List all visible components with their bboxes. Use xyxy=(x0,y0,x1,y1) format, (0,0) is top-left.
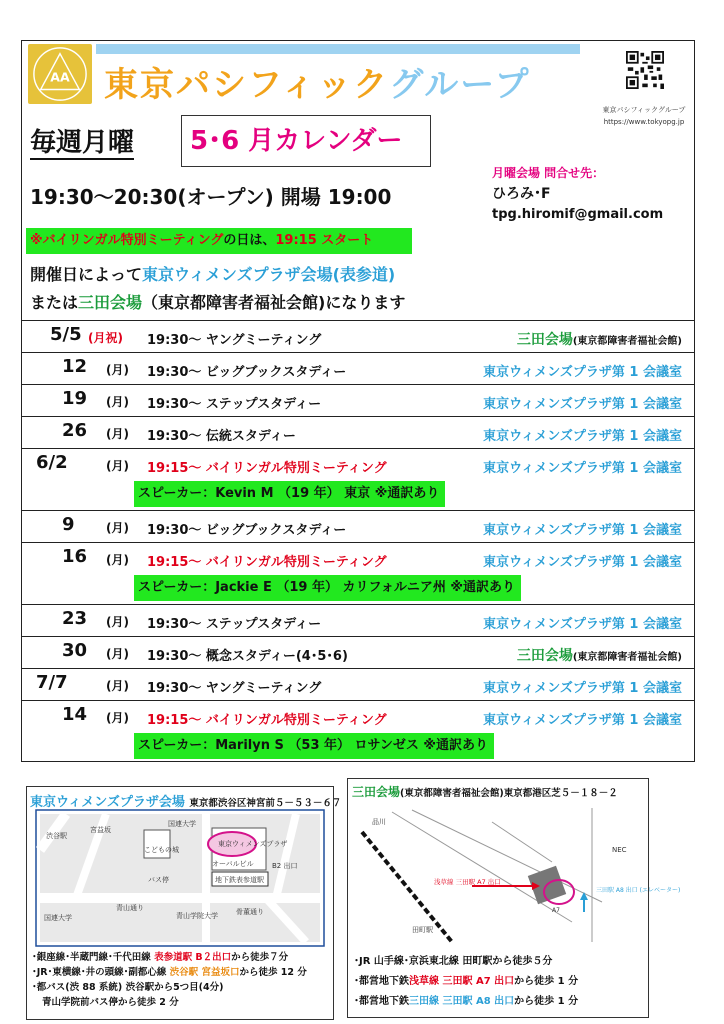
schedule-venue-name: 東京ウィメンズプラザ第 1 会議室 xyxy=(483,397,682,412)
schedule-venue xyxy=(483,709,682,728)
schedule-venue xyxy=(483,457,682,476)
schedule-time-topic: 19:30～ ヤングミーティング xyxy=(147,681,322,696)
map1-line-2: ･JR･東横線･井の頭線･副都心線 渋谷駅 宮益坂口から徒歩 12 分 xyxy=(32,967,307,978)
map1-access xyxy=(32,950,307,1010)
schedule-venue-sub: (東京都障害者福祉会館) xyxy=(572,652,682,663)
schedule-time-topic: 19:30～ ステップスタディー xyxy=(147,617,322,632)
notice-part-1: ※バイリンガル特別ミーティング xyxy=(30,233,224,248)
map2-label-a7: A7 xyxy=(552,907,560,914)
qr-code-icon[interactable] xyxy=(626,49,664,91)
map1-label-aoyama-dori: 青山通り xyxy=(116,904,144,912)
schedule-row xyxy=(22,668,694,700)
weekly-heading: 毎週月曜 xyxy=(30,128,135,158)
schedule-time-topic: 19:30～ ステップスタディー xyxy=(147,397,322,412)
schedule-date: 14 xyxy=(62,704,88,725)
notice-part-3: 19:15 スタート xyxy=(275,233,374,248)
schedule-venue-name: 三田会場 xyxy=(516,648,573,664)
schedule-date: 5/5 xyxy=(50,324,82,345)
schedule-day: (月) xyxy=(106,459,129,473)
speaker-banner: スピーカー：Jackie E （19 年） カリフォルニア州 ※通訳あり xyxy=(134,575,521,601)
map1-label-bus: バス停 xyxy=(148,876,169,884)
schedule-day: (月) xyxy=(106,615,129,629)
map2-line-1: ･JR 山手線･京浜東北線 田町駅から徒歩５分 xyxy=(354,956,553,967)
schedule-venue-name: 東京ウィメンズプラザ第 1 会議室 xyxy=(483,681,682,696)
schedule-row xyxy=(22,510,694,542)
schedule-day: (月) xyxy=(106,395,129,409)
notice-part-2: の日は、 xyxy=(223,233,276,248)
schedule-venue xyxy=(483,551,682,570)
schedule-date: 12 xyxy=(62,356,88,377)
contact-email[interactable]: tpg.hiromif@gmail.com xyxy=(492,207,664,222)
schedule-row xyxy=(22,384,694,416)
schedule-row xyxy=(22,352,694,384)
schedule-time-topic: 19:30～ 概念スタディー(4･5･6) xyxy=(147,649,348,664)
schedule-row xyxy=(22,604,694,636)
map1-label-kokuren2: 国連大学 xyxy=(44,914,72,922)
map1-label-kodomo: こどもの城 xyxy=(144,846,179,854)
qr-caption xyxy=(594,104,694,128)
schedule-row xyxy=(22,320,694,352)
title-part-1: 東京パシフィック xyxy=(104,65,390,105)
schedule-day: (月) xyxy=(106,553,129,567)
contact-name: ひろみ･F xyxy=(492,186,551,202)
schedule-venue xyxy=(517,645,682,665)
schedule-date: 26 xyxy=(62,420,88,441)
map1-label-shibuya: 渋谷駅 xyxy=(46,832,67,840)
venue-line-2-b: 三田会場 xyxy=(78,293,143,312)
map2-access xyxy=(354,952,578,1012)
venue-line-1-b: 東京ウィメンズプラザ会場(表参道) xyxy=(142,265,396,284)
schedule-date: 16 xyxy=(62,546,88,567)
schedule-venue-name: 東京ウィメンズプラザ第 1 会議室 xyxy=(483,523,682,538)
schedule-venue xyxy=(483,613,682,632)
schedule-time-topic: 19:30～ ビッグブックスタディー xyxy=(147,365,347,380)
schedule-day: (月) xyxy=(106,521,129,535)
calendar-heading: 5･6 月カレンダー xyxy=(181,115,431,167)
schedule-date: 6/2 xyxy=(36,452,68,473)
title-bar xyxy=(96,44,580,54)
schedule-venue-name: 東京ウィメンズプラザ第 1 会議室 xyxy=(483,461,682,476)
map1-label-kokuren: 国連大学 xyxy=(168,820,196,828)
schedule-date: 30 xyxy=(62,640,88,661)
map1-label-oval: オーバルビル xyxy=(212,860,254,868)
schedule-row xyxy=(22,542,694,604)
schedule-venue xyxy=(483,519,682,538)
map2-image xyxy=(352,802,681,942)
schedule-venue-name: 東京ウィメンズプラザ第 1 会議室 xyxy=(483,617,682,632)
meeting-time: 19:30～20:30(オープン) 開場 19:00 xyxy=(30,185,392,209)
schedule-list xyxy=(22,320,694,762)
map1-image xyxy=(36,810,324,946)
map1-label-station-exit: 地下鉄表参道駅 xyxy=(215,876,264,884)
schedule-day: (月) xyxy=(106,363,129,377)
map2-label-nec: NEC xyxy=(612,846,627,854)
speaker-banner: スピーカー：Marilyn S （53 年） ロサンゼス ※通訳あり xyxy=(134,733,494,759)
venue-line-2 xyxy=(30,290,405,313)
map1-label-kotto: 骨董通り xyxy=(236,908,264,916)
schedule-venue-name: 三田会場 xyxy=(516,332,573,348)
schedule-venue xyxy=(483,425,682,444)
map2-label-mita-a8: 三田駅 A8 出口 (エレベーター) xyxy=(596,887,681,894)
venue-line-1 xyxy=(30,262,395,285)
schedule-date: 23 xyxy=(62,608,88,629)
schedule-venue xyxy=(483,361,682,380)
schedule-venue-name: 東京ウィメンズプラザ第 1 会議室 xyxy=(483,713,682,728)
venue-line-2-a: または xyxy=(30,293,79,312)
map1-line-3: ･都バス(渋 88 系統) 渋谷駅から5つ目(4分) xyxy=(32,982,224,993)
schedule-time-topic: 19:30～ 伝統スタディー xyxy=(147,429,296,444)
map2-label-asakusa-exit: 浅草線 三田駅 A7 出口 xyxy=(434,878,501,886)
map1-label-aoyama-gakuin: 青山学院大学 xyxy=(176,912,218,920)
map1-title-b: 東京都渋谷区神宮前５－５３－６７ xyxy=(189,798,342,809)
map1-title-a: 東京ウィメンズプラザ会場 xyxy=(30,795,185,810)
aa-logo-icon xyxy=(28,44,92,104)
speaker-banner: スピーカー：Kevin M （19 年） 東京 ※通訳あり xyxy=(134,481,445,507)
schedule-row xyxy=(22,700,694,762)
schedule-day: (月) xyxy=(106,679,129,693)
map2-label-tamachi: 田町駅 xyxy=(412,926,433,934)
map1-line-4: 青山学院前バス停から徒歩 2 分 xyxy=(42,997,179,1008)
bilingual-notice xyxy=(26,228,412,254)
schedule-row xyxy=(22,416,694,448)
schedule-time-topic: 19:15～ バイリンガル特別ミーティング xyxy=(147,713,387,728)
map1-label-miyamasu: 宮益坂 xyxy=(90,826,111,834)
map2-title xyxy=(352,783,618,800)
qr-caption-url[interactable]: https://www.tokyopg.jp xyxy=(603,118,685,126)
schedule-row xyxy=(22,636,694,668)
schedule-time-topic: 19:30～ ヤングミーティング xyxy=(147,333,322,348)
map2-label-shinagawa: 品川 xyxy=(372,818,386,826)
schedule-venue-sub: (東京都障害者福祉会館) xyxy=(572,336,682,347)
schedule-venue xyxy=(483,393,682,412)
schedule-venue-name: 東京ウィメンズプラザ第 1 会議室 xyxy=(483,365,682,380)
schedule-date: 9 xyxy=(62,514,75,535)
schedule-time-topic: 19:30～ ビッグブックスタディー xyxy=(147,523,347,538)
map2-line-3: ･都営地下鉄三田線 三田駅 A8 出口から徒歩 1 分 xyxy=(354,996,579,1007)
schedule-day: (月祝) xyxy=(88,331,123,345)
schedule-venue-name: 東京ウィメンズプラザ第 1 会議室 xyxy=(483,555,682,570)
schedule-date: 19 xyxy=(62,388,88,409)
venue-line-2-c: （東京都障害者福祉会館)になります xyxy=(142,293,406,312)
schedule-row xyxy=(22,448,694,510)
map1-line-1: ･銀座線･半蔵門線･千代田線 表参道駅 B２出口から徒歩７分 xyxy=(32,952,289,963)
group-title xyxy=(104,57,531,106)
map2-title-b: (東京都障害者福祉会館)東京都港区芝５－１８－２ xyxy=(400,788,618,799)
schedule-day: (月) xyxy=(106,711,129,725)
map2-title-a: 三田会場 xyxy=(352,785,401,799)
schedule-venue-name: 東京ウィメンズプラザ第 1 会議室 xyxy=(483,429,682,444)
map2-line-2: ･都営地下鉄浅草線 三田駅 A7 出口から徒歩 1 分 xyxy=(354,976,579,987)
map1-label-exit-b2: B2 出口 xyxy=(272,862,298,870)
logo-text: AA xyxy=(50,69,70,85)
qr-caption-name: 東京パシフィックグループ xyxy=(602,106,686,114)
contact-label: 月曜会場 問合せ先： xyxy=(492,166,605,180)
schedule-date: 7/7 xyxy=(36,672,68,693)
schedule-day: (月) xyxy=(106,427,129,441)
schedule-time-topic: 19:15～ バイリンガル特別ミーティング xyxy=(147,461,387,476)
schedule-time-topic: 19:15～ バイリンガル特別ミーティング xyxy=(147,555,387,570)
schedule-day: (月) xyxy=(106,647,129,661)
title-part-2: グループ xyxy=(389,65,531,105)
map1-label-plaza: 東京ウィメンズプラザ xyxy=(218,840,288,848)
schedule-venue xyxy=(517,329,682,349)
map1-title xyxy=(30,791,341,810)
venue-line-1-a: 開催日によって xyxy=(30,265,143,284)
schedule-venue xyxy=(483,677,682,696)
